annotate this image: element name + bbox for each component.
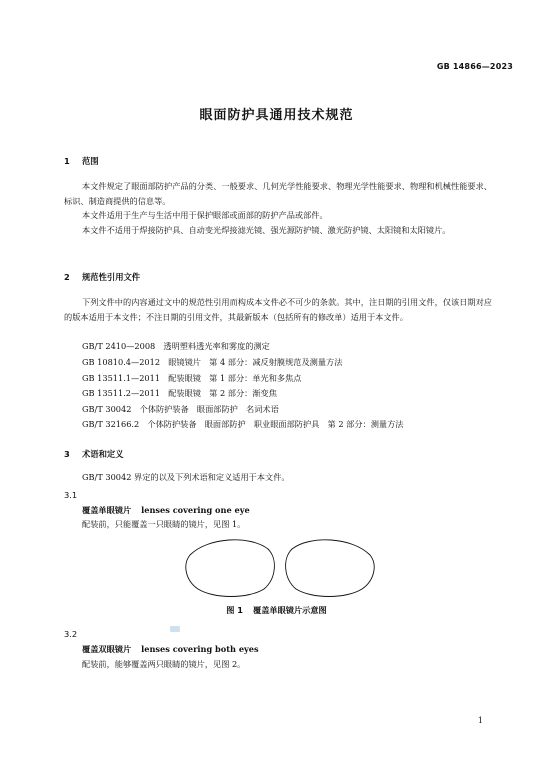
reference-item: GB/T 2410—2008 透明塑料透光率和雾度的测定 bbox=[82, 341, 270, 351]
term-number: 3.2 bbox=[64, 629, 78, 639]
term-number: 3.1 bbox=[64, 490, 78, 500]
section-2-heading bbox=[64, 271, 140, 283]
left-lens-outline bbox=[186, 540, 275, 597]
watermark-stamp bbox=[170, 626, 180, 632]
lens-diagram bbox=[180, 533, 380, 599]
section-3-intro: GB/T 30042 界定的以及下列术语和定义适用于本文件。 bbox=[82, 472, 290, 482]
figure-number: 图 1 bbox=[226, 605, 244, 615]
reference-item: GB/T 32166.2 个体防护装备 眼面部防护 职业眼面部防护具 第 2 部分：测量方法 bbox=[82, 419, 404, 429]
section-3-number: 3 bbox=[64, 449, 70, 459]
reference-item: GB 13511.2—2011 配装眼镜 第 2 部分：渐变焦 bbox=[82, 388, 277, 398]
section-1-paragraph-2: 本文件适用于生产与生活中用于保护眼部或面部的防护产品或部件。 bbox=[82, 210, 328, 220]
section-3-heading bbox=[64, 448, 124, 460]
term-chinese: 覆盖单眼镜片 bbox=[82, 505, 132, 515]
reference-item: GB 13511.1—2011 配装眼镜 第 1 部分：单光和多焦点 bbox=[82, 373, 302, 383]
section-2-title: 规范性引用文件 bbox=[82, 272, 141, 282]
section-2-intro: 下列文件中的内容通过文中的规范性引用而构成本文件必不可少的条款。其中，注日期的引用文件，仅该日期对应的版本适用于本文件；不注日期的引用文件，其最新版本（包括所有的修改单）适用于本文件。 bbox=[64, 297, 492, 322]
section-3-title: 术语和定义 bbox=[82, 449, 124, 459]
document-title: 眼面防护具通用技术规范 bbox=[199, 108, 354, 123]
term-definition: 配装前，只能覆盖一只眼睛的镜片，见图 1。 bbox=[82, 519, 246, 529]
term-english: lenses covering one eye bbox=[141, 505, 250, 515]
section-1-paragraph-3: 本文件不适用于焊接防护具、自动变光焊接滤光镜、强光源防护镜、激光防护镜、太阳镜和太阳镜片。 bbox=[82, 225, 451, 235]
term-heading bbox=[82, 505, 250, 516]
section-1-heading bbox=[64, 155, 99, 167]
figure-1-caption bbox=[0, 605, 553, 616]
term-english: lenses covering both eyes bbox=[141, 644, 259, 654]
page-number: 1 bbox=[477, 716, 483, 725]
section-1-title: 范围 bbox=[82, 156, 99, 166]
reference-item: GB 10810.4—2012 眼镜镜片 第 4 部分：减反射膜规范及测量方法 bbox=[82, 357, 343, 367]
section-1-number: 1 bbox=[64, 156, 70, 166]
figure-title: 覆盖单眼镜片示意图 bbox=[253, 605, 327, 615]
section-1-paragraph-1: 本文件规定了眼面部防护产品的分类、一般要求、几何光学性能要求、物理光学性能要求、物理和机械性能要求、标识、制造商提供的信息等。 bbox=[64, 181, 492, 206]
reference-item: GB/T 30042 个体防护装备 眼面部防护 名词术语 bbox=[82, 404, 279, 414]
term-chinese: 覆盖双眼镜片 bbox=[82, 644, 132, 654]
term-heading bbox=[82, 644, 259, 655]
term-definition: 配装前，能够覆盖两只眼睛的镜片，见图 2。 bbox=[82, 659, 246, 669]
standard-code: GB 14866—2023 bbox=[436, 62, 513, 71]
right-lens-outline bbox=[286, 540, 375, 597]
section-2-number: 2 bbox=[64, 272, 70, 282]
